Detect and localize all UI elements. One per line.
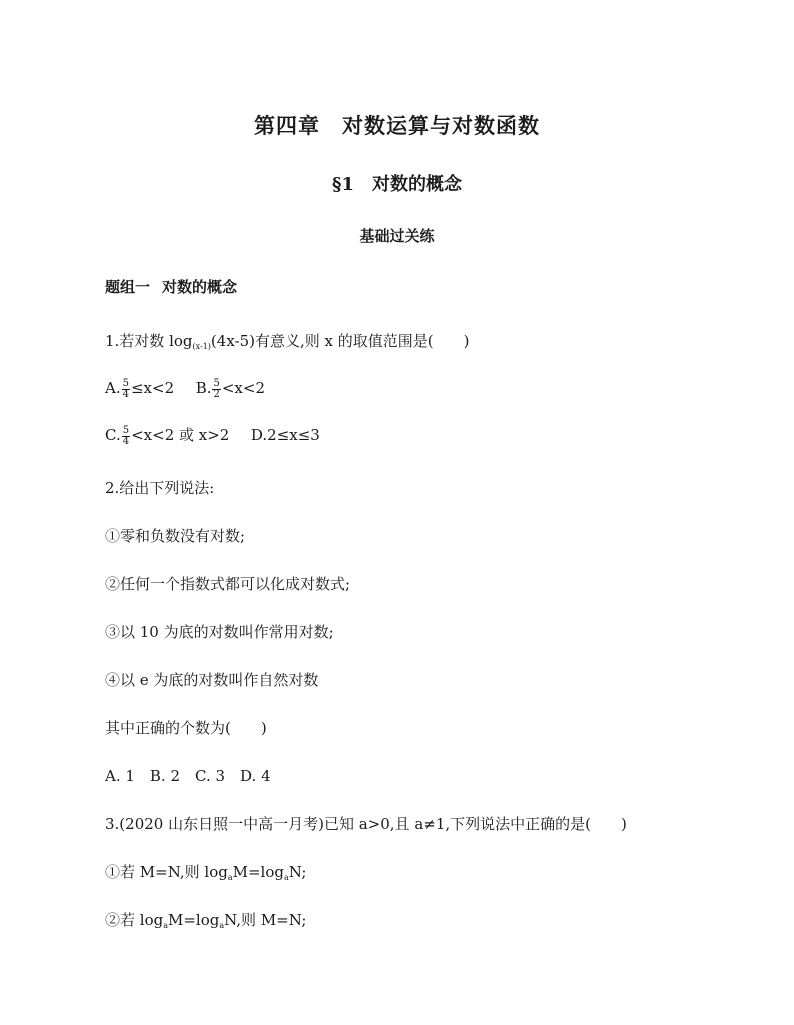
log-base: (x-1): [192, 342, 211, 351]
section-title: [0, 170, 794, 196]
section-mark: §1: [332, 174, 354, 195]
fraction: $\frac{5}{4}$: [122, 424, 130, 447]
question-3-stem: 3.(2020 山东日照一中高一月考)已知 a>0,且 a≠1,下列说法中正确的是( ): [105, 815, 627, 833]
option-c: C. $\frac{5}{4}$ <x<2 或 x>2: [105, 424, 230, 447]
option-d: D.2≤x≤3: [250, 426, 320, 444]
question-group-heading: [105, 277, 237, 297]
option-b: B. $\frac{5}{2}$ <x<2: [195, 377, 265, 400]
statement-2: ②任何一个指数式都可以化成对数式;: [105, 575, 351, 593]
question-2-stem: 2.给出下列说法:: [105, 479, 215, 497]
question-1-options-cd: [105, 425, 320, 447]
section-name: 对数的概念: [371, 174, 462, 195]
question-3-statement-2: ②若 $\log_aM=\log_aN$,则 M=N;: [105, 911, 307, 930]
question-2-options: A. 1 B. 2 C. 3 D. 4: [105, 767, 271, 785]
question-1-options-ab: [105, 378, 265, 400]
subsection-title: 基础过关练: [359, 227, 435, 245]
question-2-ask: 其中正确的个数为( ): [105, 719, 267, 737]
statement-3: ③以 10 为底的对数叫作常用对数;: [105, 623, 334, 641]
group-title: 对数的概念: [162, 278, 238, 296]
statement-1: ①零和负数没有对数;: [105, 527, 246, 545]
fraction: $\frac{5}{2}$: [213, 377, 220, 400]
chapter-title: 第四章 对数运算与对数函数: [254, 113, 540, 138]
question-3-statement-1: ①若 M=N,则 $\log_aM=\log_aN$;: [105, 863, 307, 882]
fraction: $\frac{5}{4}$: [122, 377, 129, 400]
option-a: A. $\frac{5}{4}$ ≤x<2: [105, 377, 175, 400]
question-1-stem: 1.若对数 $\log_{(x-1)}(4x-5)$有意义,则 x 的取值范围是( ): [105, 332, 470, 351]
statement-4: ④以 e 为底的对数叫作自然对数: [105, 671, 319, 689]
group-label: 题组一: [105, 278, 151, 296]
